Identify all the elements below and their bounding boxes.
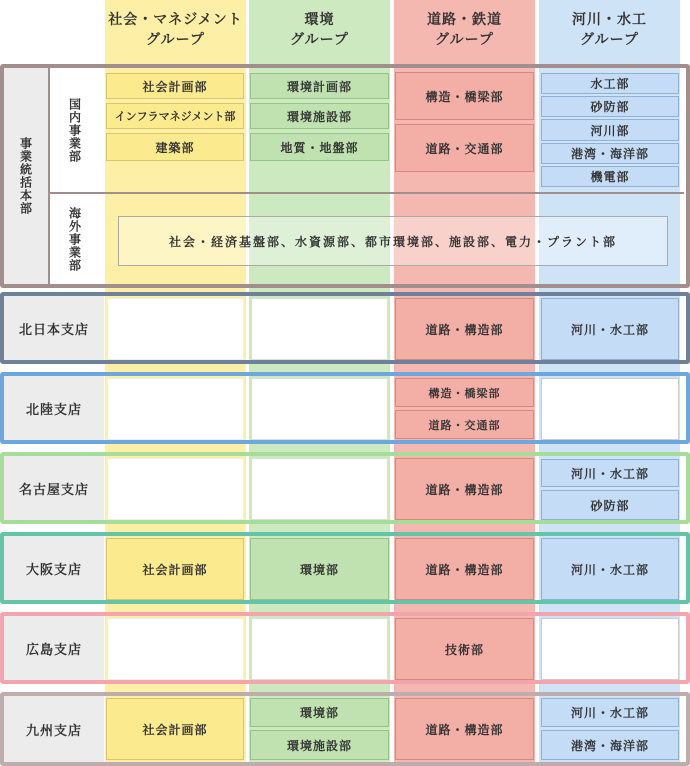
branch-label: 九州支店 (4, 696, 104, 762)
branch-label: 北日本支店 (4, 296, 104, 360)
hq-group-frame (0, 64, 690, 288)
dept-box: 水工部 (541, 73, 679, 94)
branch-label: 名古屋支店 (4, 456, 104, 520)
overseas-departments: 社会・経済基盤部、水資源部、都市環境部、施設部、電力・プラント部 (118, 216, 668, 266)
dept-box: 港湾・海洋部 (541, 730, 679, 760)
branch-label: 広島支店 (4, 616, 104, 680)
dept-box: 道路・交通部 (395, 410, 534, 439)
dept-box: 環境部 (250, 698, 389, 727)
empty-cell (107, 458, 244, 520)
overseas-division-label: 海外事業部 (50, 194, 100, 284)
dept-box: 構造・橋梁部 (395, 72, 534, 120)
empty-cell (107, 618, 244, 680)
dept-box: 機電部 (541, 166, 679, 187)
dept-box: 道路・構造部 (395, 698, 534, 760)
empty-cell (107, 378, 244, 440)
dept-box: 河川・水工部 (541, 298, 679, 360)
empty-cell (251, 618, 388, 680)
dept-box: 港湾・海洋部 (541, 143, 679, 164)
empty-cell (541, 618, 679, 680)
header-road-group: 道路・鉄道 グループ (427, 12, 502, 48)
hq-label: 事業統括本部 (4, 68, 48, 284)
dept-box: 道路・構造部 (395, 538, 534, 600)
dept-box: 環境施設部 (250, 730, 389, 760)
dept-box: 砂防部 (541, 96, 679, 117)
dept-box: 環境施設部 (250, 103, 389, 129)
dept-box: 技術部 (395, 618, 534, 680)
branch-label: 北陸支店 (4, 376, 104, 440)
empty-cell (251, 298, 388, 360)
dept-box: 社会計画部 (106, 538, 244, 600)
dept-box: 河川・水工部 (541, 538, 679, 600)
branch-label: 大阪支店 (4, 536, 104, 600)
empty-cell (107, 298, 244, 360)
dept-box: 砂防部 (541, 490, 679, 520)
dept-box: インフラマネジメント部 (106, 103, 244, 129)
dept-box: 建築部 (106, 133, 244, 161)
dept-box: 河川・水工部 (541, 698, 679, 727)
dept-box: 社会計画部 (106, 698, 244, 760)
dept-box: 道路・交通部 (395, 124, 534, 172)
dept-box: 河川・水工部 (541, 459, 679, 487)
empty-cell (251, 378, 388, 440)
empty-cell (251, 458, 388, 520)
dept-box: 環境計画部 (250, 73, 389, 99)
dept-box: 道路・構造部 (395, 458, 534, 520)
dept-box: 環境部 (250, 538, 389, 600)
domestic-division-label: 国内事業部 (50, 68, 100, 192)
dept-box: 道路・構造部 (395, 298, 534, 360)
dept-box: 地質・地盤部 (250, 133, 389, 161)
dept-box: 河川部 (541, 119, 679, 141)
dept-box: 構造・橋梁部 (395, 378, 534, 407)
header-social-group: 社会・マネジメント グループ (108, 12, 243, 48)
header-river-group: 河川・水工 グループ (572, 12, 647, 48)
dept-box: 社会計画部 (106, 73, 244, 99)
empty-cell (541, 378, 679, 440)
header-environment-group: 環境 グループ (290, 12, 349, 48)
